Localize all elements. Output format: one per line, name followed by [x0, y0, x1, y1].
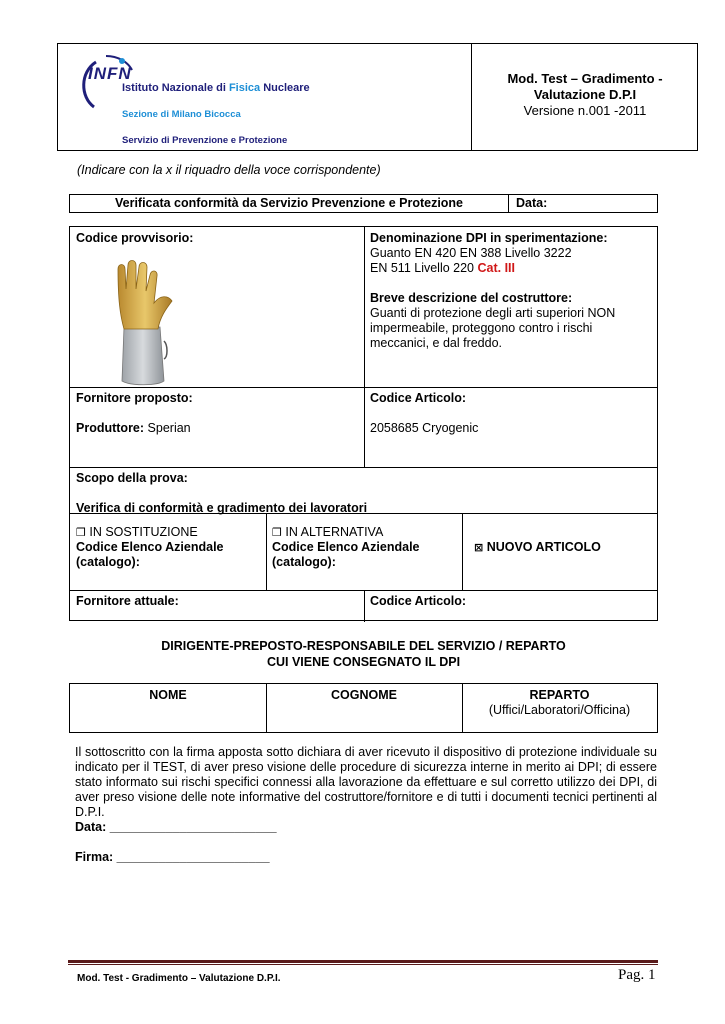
option-alternativa: ❒ IN ALTERNATIVA Codice Elenco Aziendale (catalogo):: [272, 525, 420, 569]
option-nuovo-articolo: ⊠ NUOVO ARTICOLO: [474, 540, 601, 554]
fornitore-attuale-label: Fornitore attuale:: [76, 594, 179, 608]
document-header: [57, 43, 698, 151]
fornitore-proposto-cell: [70, 387, 364, 440]
module-title: Mod. Test – Gradimento - Valutazione D.P.I Versione n.001 -2011: [472, 71, 698, 119]
names-table: [69, 683, 658, 733]
checkbox-empty-icon[interactable]: ❒: [76, 526, 86, 539]
cognome-header: COGNOME: [331, 688, 397, 702]
infn-logo-text: INFN: [88, 64, 132, 83]
glove-image: [110, 259, 182, 387]
verification-label: Verificata conformità da Servizio Prevenzione e Protezione: [70, 195, 509, 212]
reparto-header: REPARTO (Uffici/Laboratori/Officina): [488, 688, 631, 717]
denominazione-line-2: EN 511 Livello 220 Cat. III: [370, 261, 515, 275]
dpi-form: [69, 226, 658, 621]
codice-articolo-cell: [364, 387, 659, 440]
page-number: Pag. 1: [618, 967, 656, 983]
verification-row: [69, 194, 658, 213]
instruction-note: (Indicare con la x il riquadro della voce corrispondente): [77, 163, 381, 177]
codice-provvisorio-label: Codice provvisorio:: [76, 231, 194, 245]
denominazione-cell: [364, 227, 659, 355]
scopo-value: Verifica di conformità e gradimento dei lavoratori: [76, 501, 368, 515]
checkbox-checked-icon[interactable]: ⊠: [474, 541, 484, 554]
denominazione-label: Denominazione DPI in sperimentazione:: [370, 231, 608, 245]
footer-title: Mod. Test - Gradimento – Valutazione D.P.I.: [77, 973, 281, 984]
verification-date-label: Data:: [516, 196, 548, 210]
firma-line: Firma: ______________________: [75, 850, 270, 864]
fornitore-proposto-label: Fornitore proposto:: [76, 391, 193, 405]
section-name: Sezione di Milano Bicocca: [122, 109, 241, 120]
checkbox-empty-icon[interactable]: ❒: [272, 526, 282, 539]
codice-articolo-value: 2058685 Cryogenic: [370, 421, 479, 435]
codice-articolo-label: Codice Articolo:: [370, 391, 467, 405]
institute-name: Istituto Nazionale di Fisica Nucleare: [122, 82, 310, 94]
version-label: Versione n.001 -2011: [523, 103, 647, 118]
nome-header: NOME: [149, 688, 187, 702]
scopo-label: Scopo della prova:: [76, 471, 188, 485]
section-title: DIRIGENTE-PREPOSTO-RESPONSABILE DEL SERVIZIO / REPARTO CUI VIENE CONSEGNATO IL DPI: [161, 639, 566, 669]
codice-articolo-2-label: Codice Articolo:: [370, 594, 467, 608]
denominazione-line-1: Guanto EN 420 EN 388 Livello 3222: [370, 246, 572, 260]
footer-divider: [68, 960, 658, 963]
breve-descrizione-label: Breve descrizione del costruttore:: [370, 291, 573, 305]
produttore-line: Produttore: Sperian: [76, 421, 191, 435]
option-sostituzione: ❒ IN SOSTITUZIONE Codice Elenco Aziendale (catalogo):: [76, 525, 224, 569]
declaration-text: Il sottoscritto con la firma apposta sotto dichiara di aver ricevuto il dispositivo di protezione individuale su indicato per il TEST, di aver preso visione delle procedure di sicurezza interne in merito ai DPI; di essere stato informato sui rischi specifici connessi alla lavorazione da effettuare e sul corretto utilizzo dei DPI, di aver preso visione delle note informative del costruttore/fornitore e di tutti i documenti tecnici pertinenti al D.P.I. Data: ________________________ Firma: ______________________: [75, 745, 657, 864]
data-line: Data: ________________________: [75, 820, 277, 834]
service-name: Servizio di Prevenzione e Protezione: [122, 135, 288, 146]
breve-descrizione-text: Guanti di protezione degli arti superiori NON impermeabile, proteggono contro i rischi meccanici, e dal freddo.: [370, 306, 616, 350]
cat-label: Cat. III: [477, 261, 515, 275]
